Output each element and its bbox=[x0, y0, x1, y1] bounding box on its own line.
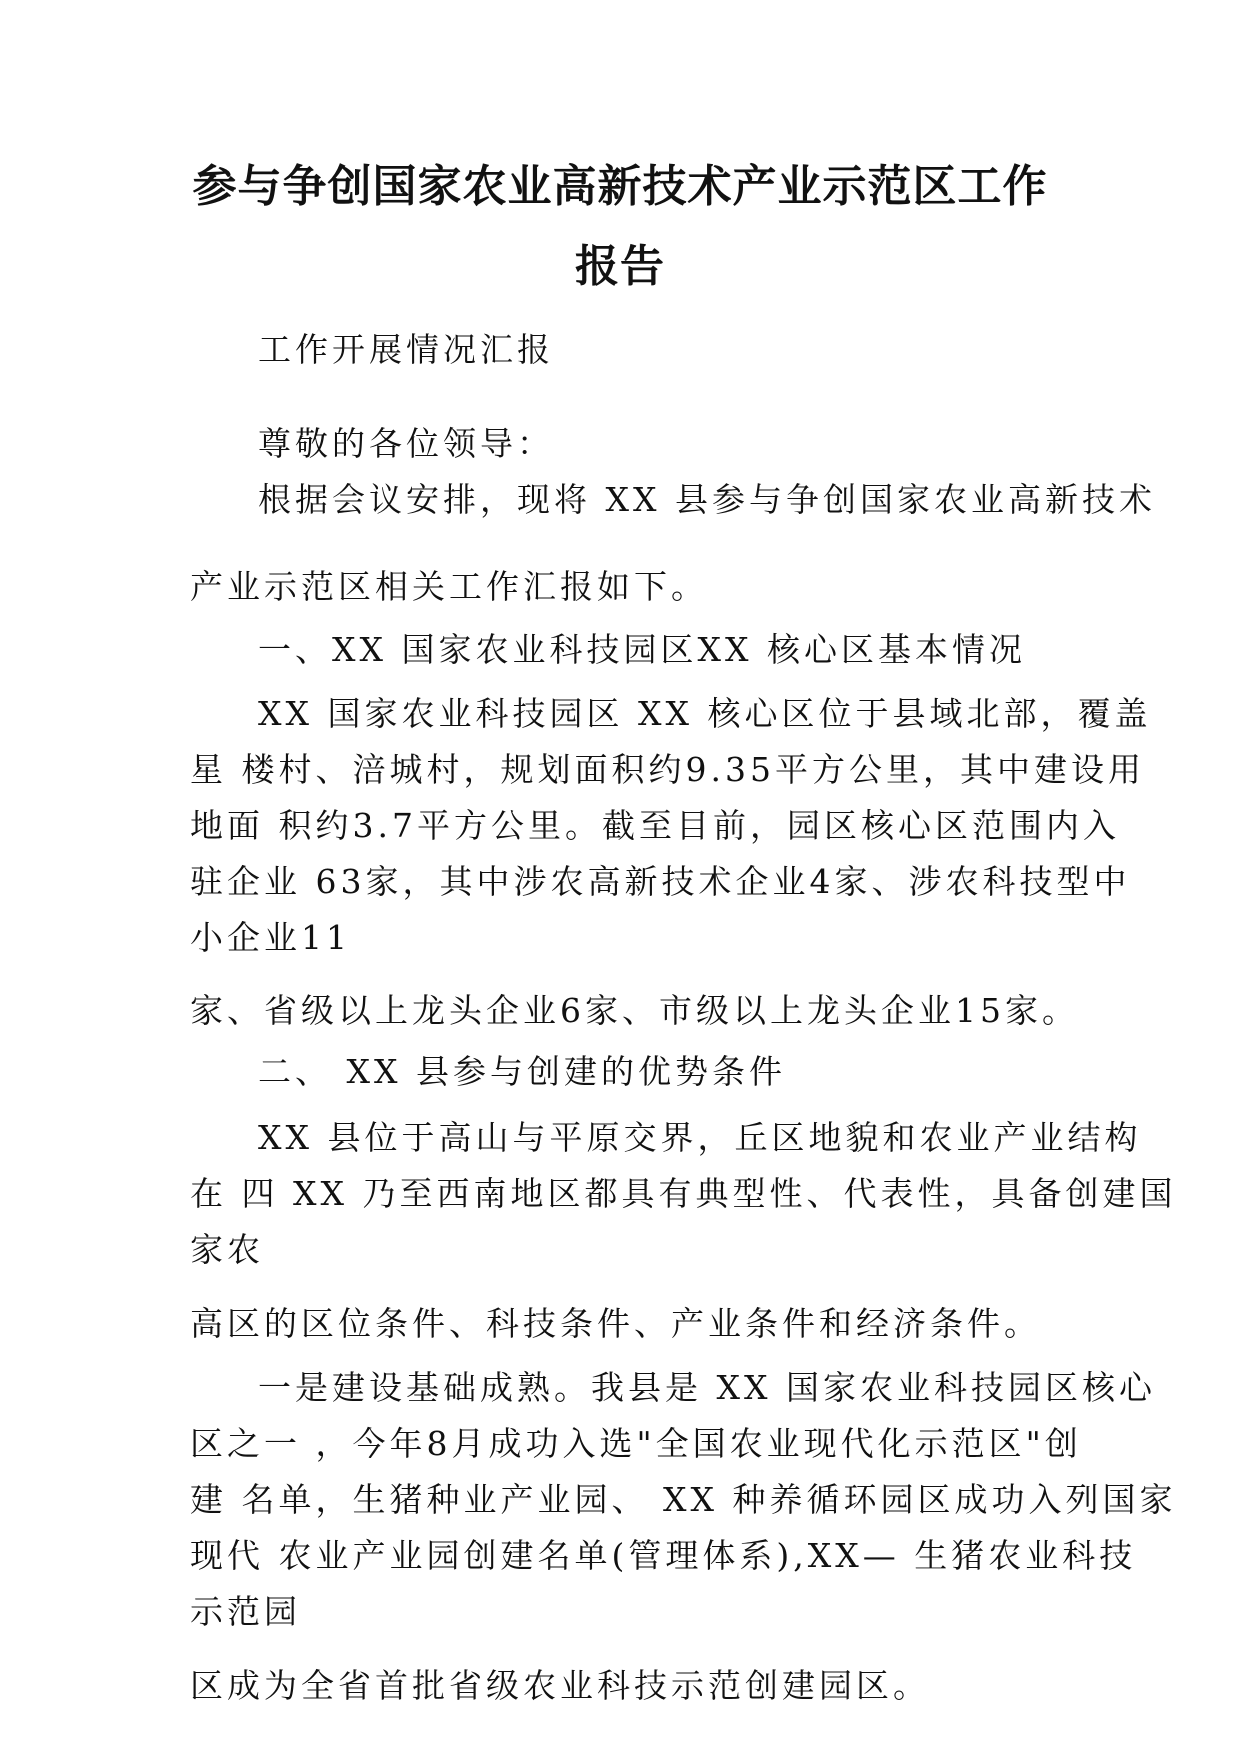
paragraph-line: 家、省级以上龙头企业6家、市级以上龙头企业15家。 bbox=[190, 991, 1079, 1030]
paragraph-line: 家农 bbox=[190, 1230, 264, 1269]
paragraph-line: 小企业11 bbox=[190, 918, 351, 957]
document-title-line-2: 报告 bbox=[575, 241, 665, 292]
salutation: 尊敬的各位领导： bbox=[258, 424, 554, 463]
paragraph-line: 一是建设基础成熟。我县是 XX 国家农业科技园区核心 bbox=[258, 1368, 1156, 1407]
paragraph-line: 区成为全省首批省级农业科技示范创建园区。 bbox=[190, 1666, 930, 1705]
paragraph-line: 在 四 XX 乃至西南地区都具有典型性、代表性，具备创建国 bbox=[190, 1174, 1177, 1213]
paragraph-line: 地面 积约3.7平方公里。截至目前，园区核心区范围内入 bbox=[190, 806, 1120, 845]
paragraph-line: 区之一 ，今年8月成功入选"全国农业现代化示范区"创 bbox=[190, 1424, 1082, 1463]
paragraph-line: 示范园 bbox=[190, 1592, 301, 1631]
paragraph-line: XX 国家农业科技园区 XX 核心区位于县域北部，覆盖 bbox=[258, 694, 1152, 733]
paragraph-line: XX 县位于高山与平原交界，丘区地貌和农业产业结构 bbox=[258, 1118, 1142, 1157]
subtitle: 工作开展情况汇报 bbox=[258, 330, 554, 369]
paragraph-line: 高区的区位条件、科技条件、产业条件和经济条件。 bbox=[190, 1304, 1041, 1343]
document-title-line-1: 参与争创国家农业高新技术产业示范区工作 bbox=[192, 161, 1048, 212]
section-heading-2: 二、 XX 县参与创建的优势条件 bbox=[258, 1052, 786, 1091]
paragraph-line: 产业示范区相关工作汇报如下。 bbox=[190, 567, 708, 606]
section-heading-1: 一、XX 国家农业科技园区XX 核心区基本情况 bbox=[258, 630, 1026, 669]
paragraph-line: 星 楼村、涪城村，规划面积约9.35平方公里，其中建设用 bbox=[190, 750, 1145, 789]
paragraph-line: 建 名单，生猪种业产业园、 XX 种养循环园区成功入列国家 bbox=[190, 1480, 1177, 1519]
paragraph-line: 驻企业 63家，其中涉农高新技术企业4家、涉农科技型中 bbox=[190, 862, 1131, 901]
paragraph-line: 现代 农业产业园创建名单(管理体系),XX— 生猪农业科技 bbox=[190, 1536, 1137, 1575]
paragraph-line: 根据会议安排，现将 XX 县参与争创国家农业高新技术 bbox=[258, 480, 1156, 519]
